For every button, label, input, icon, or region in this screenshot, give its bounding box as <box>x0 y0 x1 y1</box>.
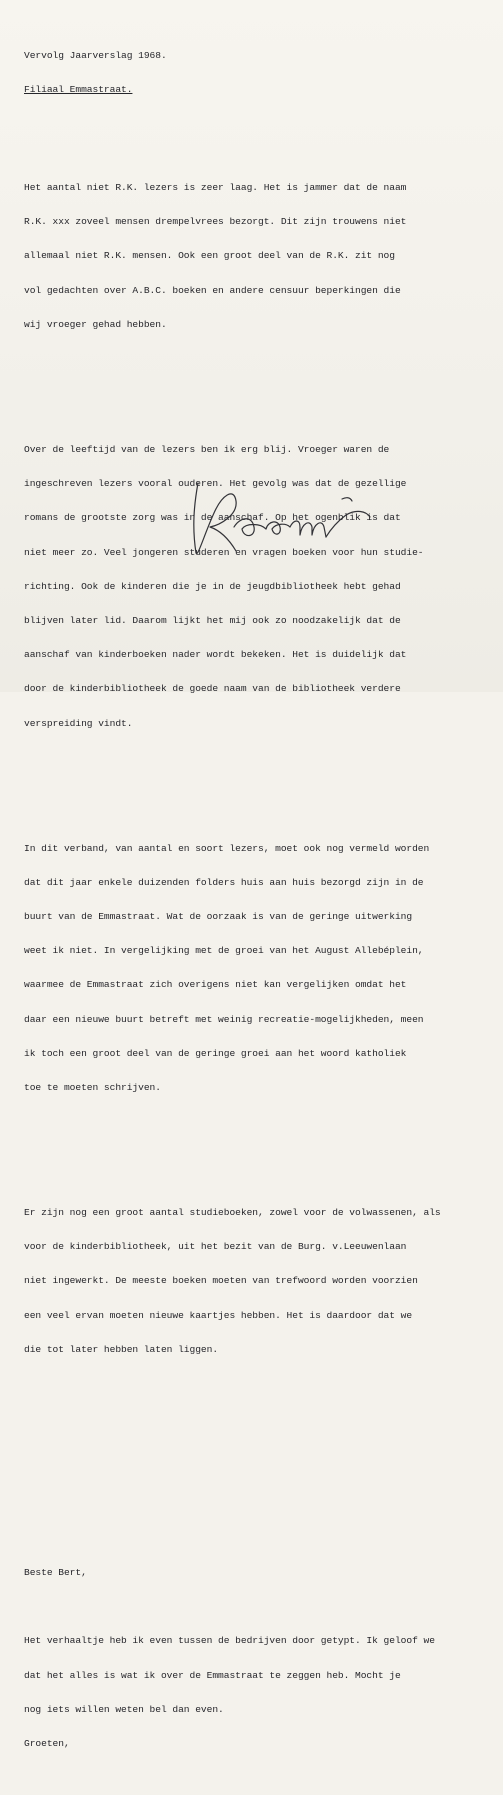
paragraph-3 <box>24 820 501 1116</box>
paragraph-line: richting. Ook de kinderen die je in de jeugdbibliotheek hebt gehad <box>24 580 401 592</box>
paragraph-line: toe te moeten schrijven. <box>24 1082 161 1094</box>
letter-line: nog iets willen weten bel dan even. <box>24 1703 224 1715</box>
paragraph-4 <box>24 1184 501 1378</box>
paragraph-line: ik toch een groot deel van de geringe groei aan het woord katholiek <box>24 1047 407 1059</box>
closing: Groeten, <box>24 1737 70 1749</box>
paragraph-line: door de kinderbibliotheek de goede naam van de bibliotheek verdere <box>24 683 401 695</box>
paragraph-line: allemaal niet R.K. mensen. Ook een groot deel van de R.K. zit nog <box>24 250 395 262</box>
header-subtitle: Filiaal Emmastraat. <box>24 83 133 95</box>
paragraph-line: In dit verband, van aantal en soort lezers, moet ook nog vermeld worden <box>24 842 430 854</box>
paragraph-line: waarmee de Emmastraat zich overigens niet kan vergelijken omdat het <box>24 979 407 991</box>
paragraph-line: wij vroeger gehad hebben. <box>24 318 167 330</box>
paragraph-line: buurt van de Emmastraat. Wat de oorzaak is van de geringe uitwerking <box>24 911 413 922</box>
typed-text <box>24 0 501 1795</box>
letter-note <box>24 1545 501 1773</box>
paragraph-line: romans de grootste zorg was in de aanschaf. Op het ogenblik is dat <box>24 512 401 524</box>
paragraph-line: R.K. xxx zoveel mensen drempelvrees bezorgt. Dit zijn trouwens niet <box>24 216 407 228</box>
paragraph-line: blijven later lid. Daarom lijkt het mij ook zo noodzakelijk dat de <box>24 614 401 626</box>
paragraph-line: aanschaf van kinderboeken nader wordt bekeken. Het is duidelijk dat <box>24 649 407 661</box>
letter-line: Het verhaaltje heb ik even tussen de bedrijven door getypt. Ik geloof we <box>24 1635 435 1647</box>
paragraph-line: Het aantal niet R.K. lezers is zeer laag. Het is jammer dat de naam <box>24 182 407 194</box>
paragraph-line: een veel ervan moeten nieuwe kaartjes hebben. Het is daardoor dat we <box>24 1309 413 1321</box>
paragraph-line: vol gedachten over A.B.C. boeken en andere censuur beperkingen die <box>24 284 401 296</box>
paragraph-line: niet meer zo. Veel jongeren studeren en vragen boeken voor hun studie- <box>24 546 424 558</box>
paragraph-1 <box>24 159 501 353</box>
handwritten-signature <box>170 465 380 565</box>
paragraph-line: ingeschreven lezers vooral ouderen. Het gevolg was dat de gezellige <box>24 478 407 490</box>
paragraph-line: dat dit jaar enkele duizenden folders huis aan huis bezorgd zijn in de <box>24 876 424 888</box>
paragraph-line: niet ingewerkt. De meeste boeken moeten van trefwoord worden voorzien <box>24 1275 418 1287</box>
salutation: Beste Bert, <box>24 1567 87 1579</box>
paragraph-line: die tot later hebben laten liggen. <box>24 1343 219 1355</box>
letter-line: dat het alles is wat ik over de Emmastraat te zeggen heb. Mocht je <box>24 1669 401 1681</box>
paragraph-line: Over de leeftijd van de lezers ben ik erg blij. Vroeger waren de <box>24 443 390 455</box>
paragraph-line: verspreiding vindt. <box>24 717 133 729</box>
paragraph-line: voor de kinderbibliotheek, uit het bezit van de Burg. v.Leeuwenlaan <box>24 1241 407 1253</box>
paragraph-line: daar een nieuwe buurt betreft met weinig recreatie-mogelijkheden, meen <box>24 1013 424 1025</box>
header-title: Vervolg Jaarverslag 1968. <box>24 49 167 61</box>
paragraph-line: Er zijn nog een groot aantal studieboeken, zowel voor de volwassenen, als <box>24 1207 441 1219</box>
paragraph-line: weet ik niet. In vergelijking met de groei van het August Allebéplein, <box>24 945 424 957</box>
